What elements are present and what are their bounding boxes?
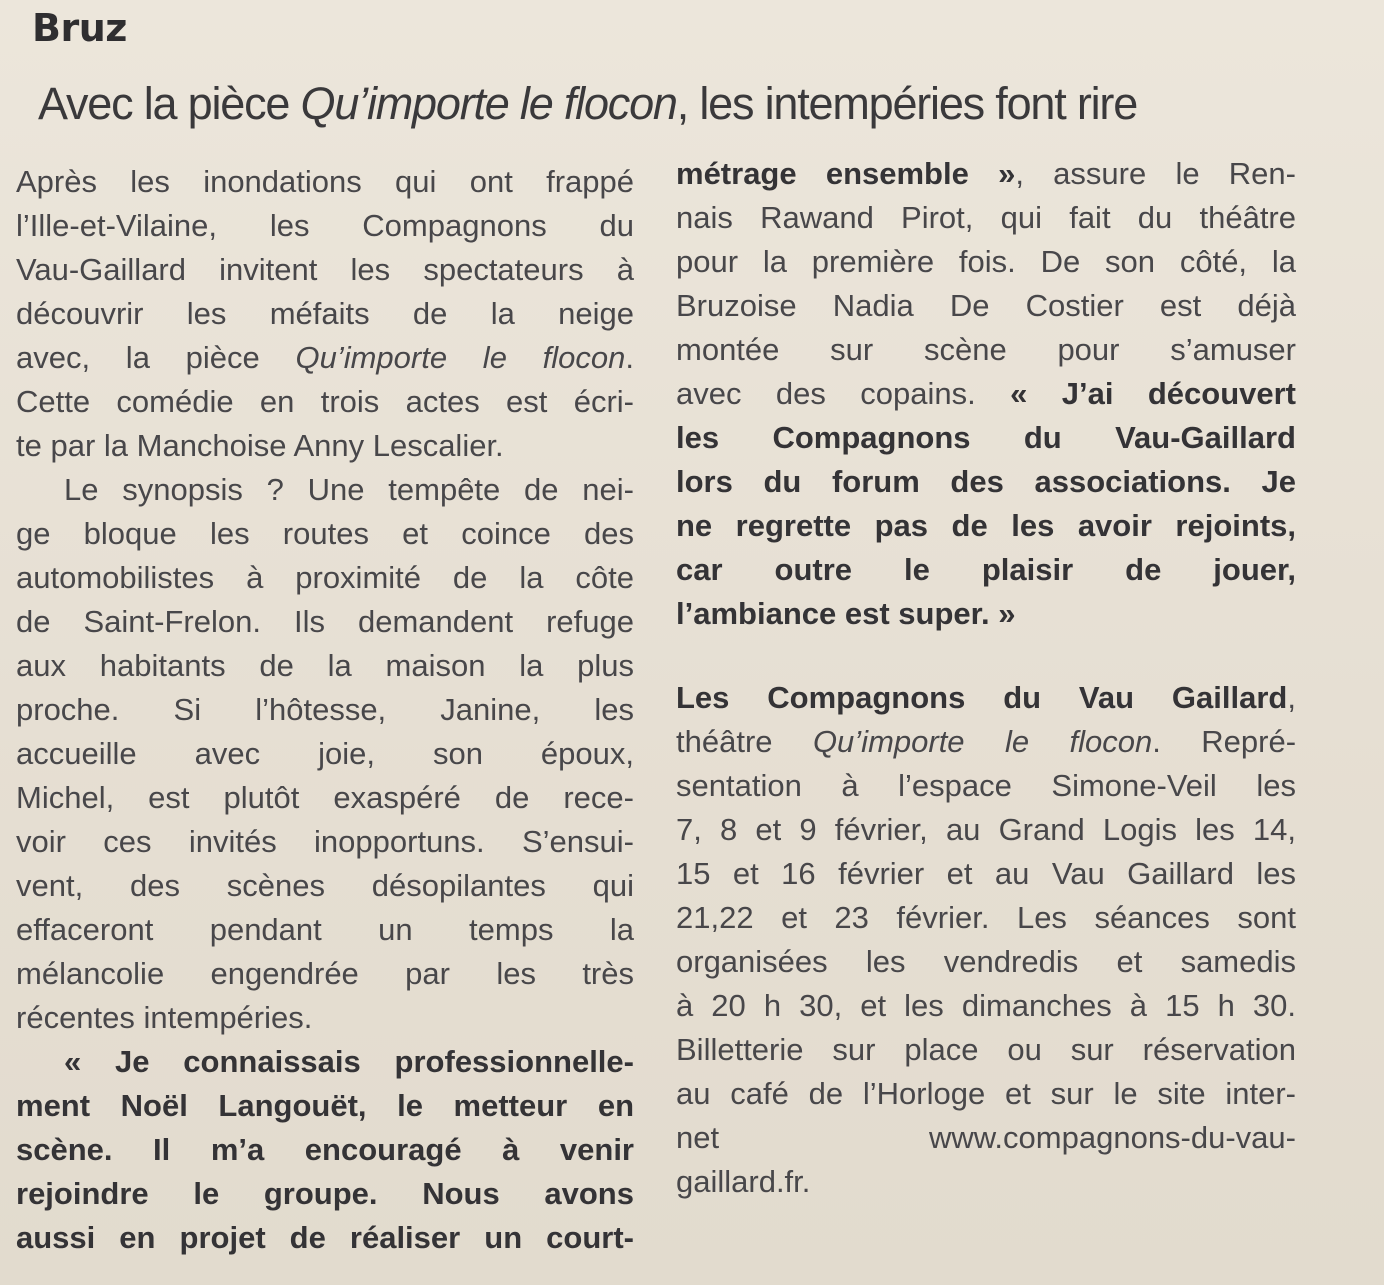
quote-line: « Je connaissais professionnelle- [64, 1044, 634, 1079]
text-line: découvrir les méfaits de la neige [16, 296, 634, 331]
info-line: 7, 8 et 9 février, au Grand Logis les 14, [676, 812, 1296, 847]
text-line: Bruzoise Nadia De Costier est déjà [676, 288, 1296, 323]
info-line [676, 1116, 1296, 1160]
text-line: récentes intempéries. [16, 1000, 313, 1035]
quote-line: ment Noël Langouët, le metteur en [16, 1088, 634, 1123]
quote-line: scène. Il m’a encouragé à venir [16, 1132, 634, 1167]
text-line: automobilistes à proximité de la côte [16, 560, 634, 595]
quote-end: métrage ensemble » [676, 156, 1016, 191]
text-line: proche. Si l’hôtesse, Janine, les [16, 692, 634, 727]
info-line: au café de l’Horloge et sur le site inter- [676, 1076, 1296, 1111]
text-line: vent, des scènes désopilantes qui [16, 868, 634, 903]
headline-play-title: Qu’importe le flocon [300, 78, 677, 129]
text-line: Le synopsis ? Une tempête de nei- [64, 472, 634, 507]
text-line: l’Ille-et-Vilaine, les Compagnons du [16, 208, 634, 243]
headline-start: Avec la pièce [38, 78, 301, 129]
info-line: 21,22 et 23 février. Les séances sont [676, 900, 1296, 935]
article-column-right [676, 152, 1296, 1204]
text-line [676, 152, 1296, 196]
info-line: sentation à l’espace Simone-Veil les [676, 768, 1296, 803]
text-line: voir ces invités inopportuns. S’ensui- [16, 824, 634, 859]
quote-start: « J’ai découvert [1010, 376, 1296, 411]
section-label: Bruz [32, 6, 127, 50]
headline [38, 78, 1358, 130]
website-url-part1: www.compagnons-du-vau- [928, 1120, 1296, 1155]
quote-line: l’ambiance est super. » [676, 596, 1016, 631]
quote-line: car outre le plaisir de jouer, [676, 552, 1296, 587]
text-line: Après les inondations qui ont frappé [16, 164, 634, 199]
info-line: à 20 h 30, et les dimanches à 15 h 30. [676, 988, 1296, 1023]
organization-name: Les Compagnons du Vau Gaillard [676, 680, 1288, 715]
info-line: Billetterie sur place ou sur réservation [676, 1032, 1296, 1067]
text-segment: avec des copains. [676, 376, 1011, 411]
play-title: Qu’importe le flocon [812, 724, 1153, 759]
text-line: Michel, est plutôt exaspéré de rece- [16, 780, 634, 815]
quote-line: aussi en projet de réaliser un court- [16, 1220, 634, 1255]
text-line: mélancolie engendrée par les très [16, 956, 634, 991]
text-line: montée sur scène pour s’amuser [676, 332, 1296, 367]
text-segment: net [676, 1120, 720, 1155]
info-line [676, 720, 1296, 764]
text-line: ge bloque les routes et coince des [16, 516, 634, 551]
text-line: pour la première fois. De son côté, la [676, 244, 1296, 279]
article-column-left [16, 160, 634, 1260]
text-segment: théâtre [676, 724, 813, 759]
play-title: Qu’importe le flocon [295, 340, 626, 375]
headline-end: , les intempéries font rire [676, 78, 1138, 129]
quote-line: les Compagnons du Vau-Gaillard [676, 420, 1296, 455]
info-line: organisées les vendredis et samedis [676, 944, 1296, 979]
text-line: effaceront pendant un temps la [16, 912, 634, 947]
website-url-part2: gaillard.fr. [676, 1164, 811, 1199]
quote-line: rejoindre le groupe. Nous avons [16, 1176, 634, 1211]
text-line: accueille avec joie, son époux, [16, 736, 634, 771]
text-line: avec, la pièce Qu’importe le flocon. [16, 340, 634, 375]
text-line: te par la Manchoise Anny Lescalier. [16, 428, 504, 463]
text-line: aux habitants de la maison la plus [16, 648, 634, 683]
quote-line: ne regrette pas de les avoir rejoints, [676, 508, 1296, 543]
text-segment: , assure le Ren- [1015, 156, 1296, 191]
text-line: de Saint-Frelon. Ils demandent refuge [16, 604, 634, 639]
paragraph-gap [676, 636, 1296, 676]
text-segment: . Repré- [1152, 724, 1296, 759]
practical-info [676, 676, 1296, 1204]
info-line: Les Compagnons du Vau Gaillard, [676, 680, 1296, 715]
quote-line: lors du forum des associations. Je [676, 464, 1296, 499]
text-line: Cette comédie en trois actes est écri- [16, 384, 634, 419]
info-line: 15 et 16 février et au Vau Gaillard les [676, 856, 1296, 891]
text-line [676, 372, 1296, 416]
text-line: Vau-Gaillard invitent les spectateurs à [16, 252, 634, 287]
text-line: nais Rawand Pirot, qui fait du théâtre [676, 200, 1296, 235]
